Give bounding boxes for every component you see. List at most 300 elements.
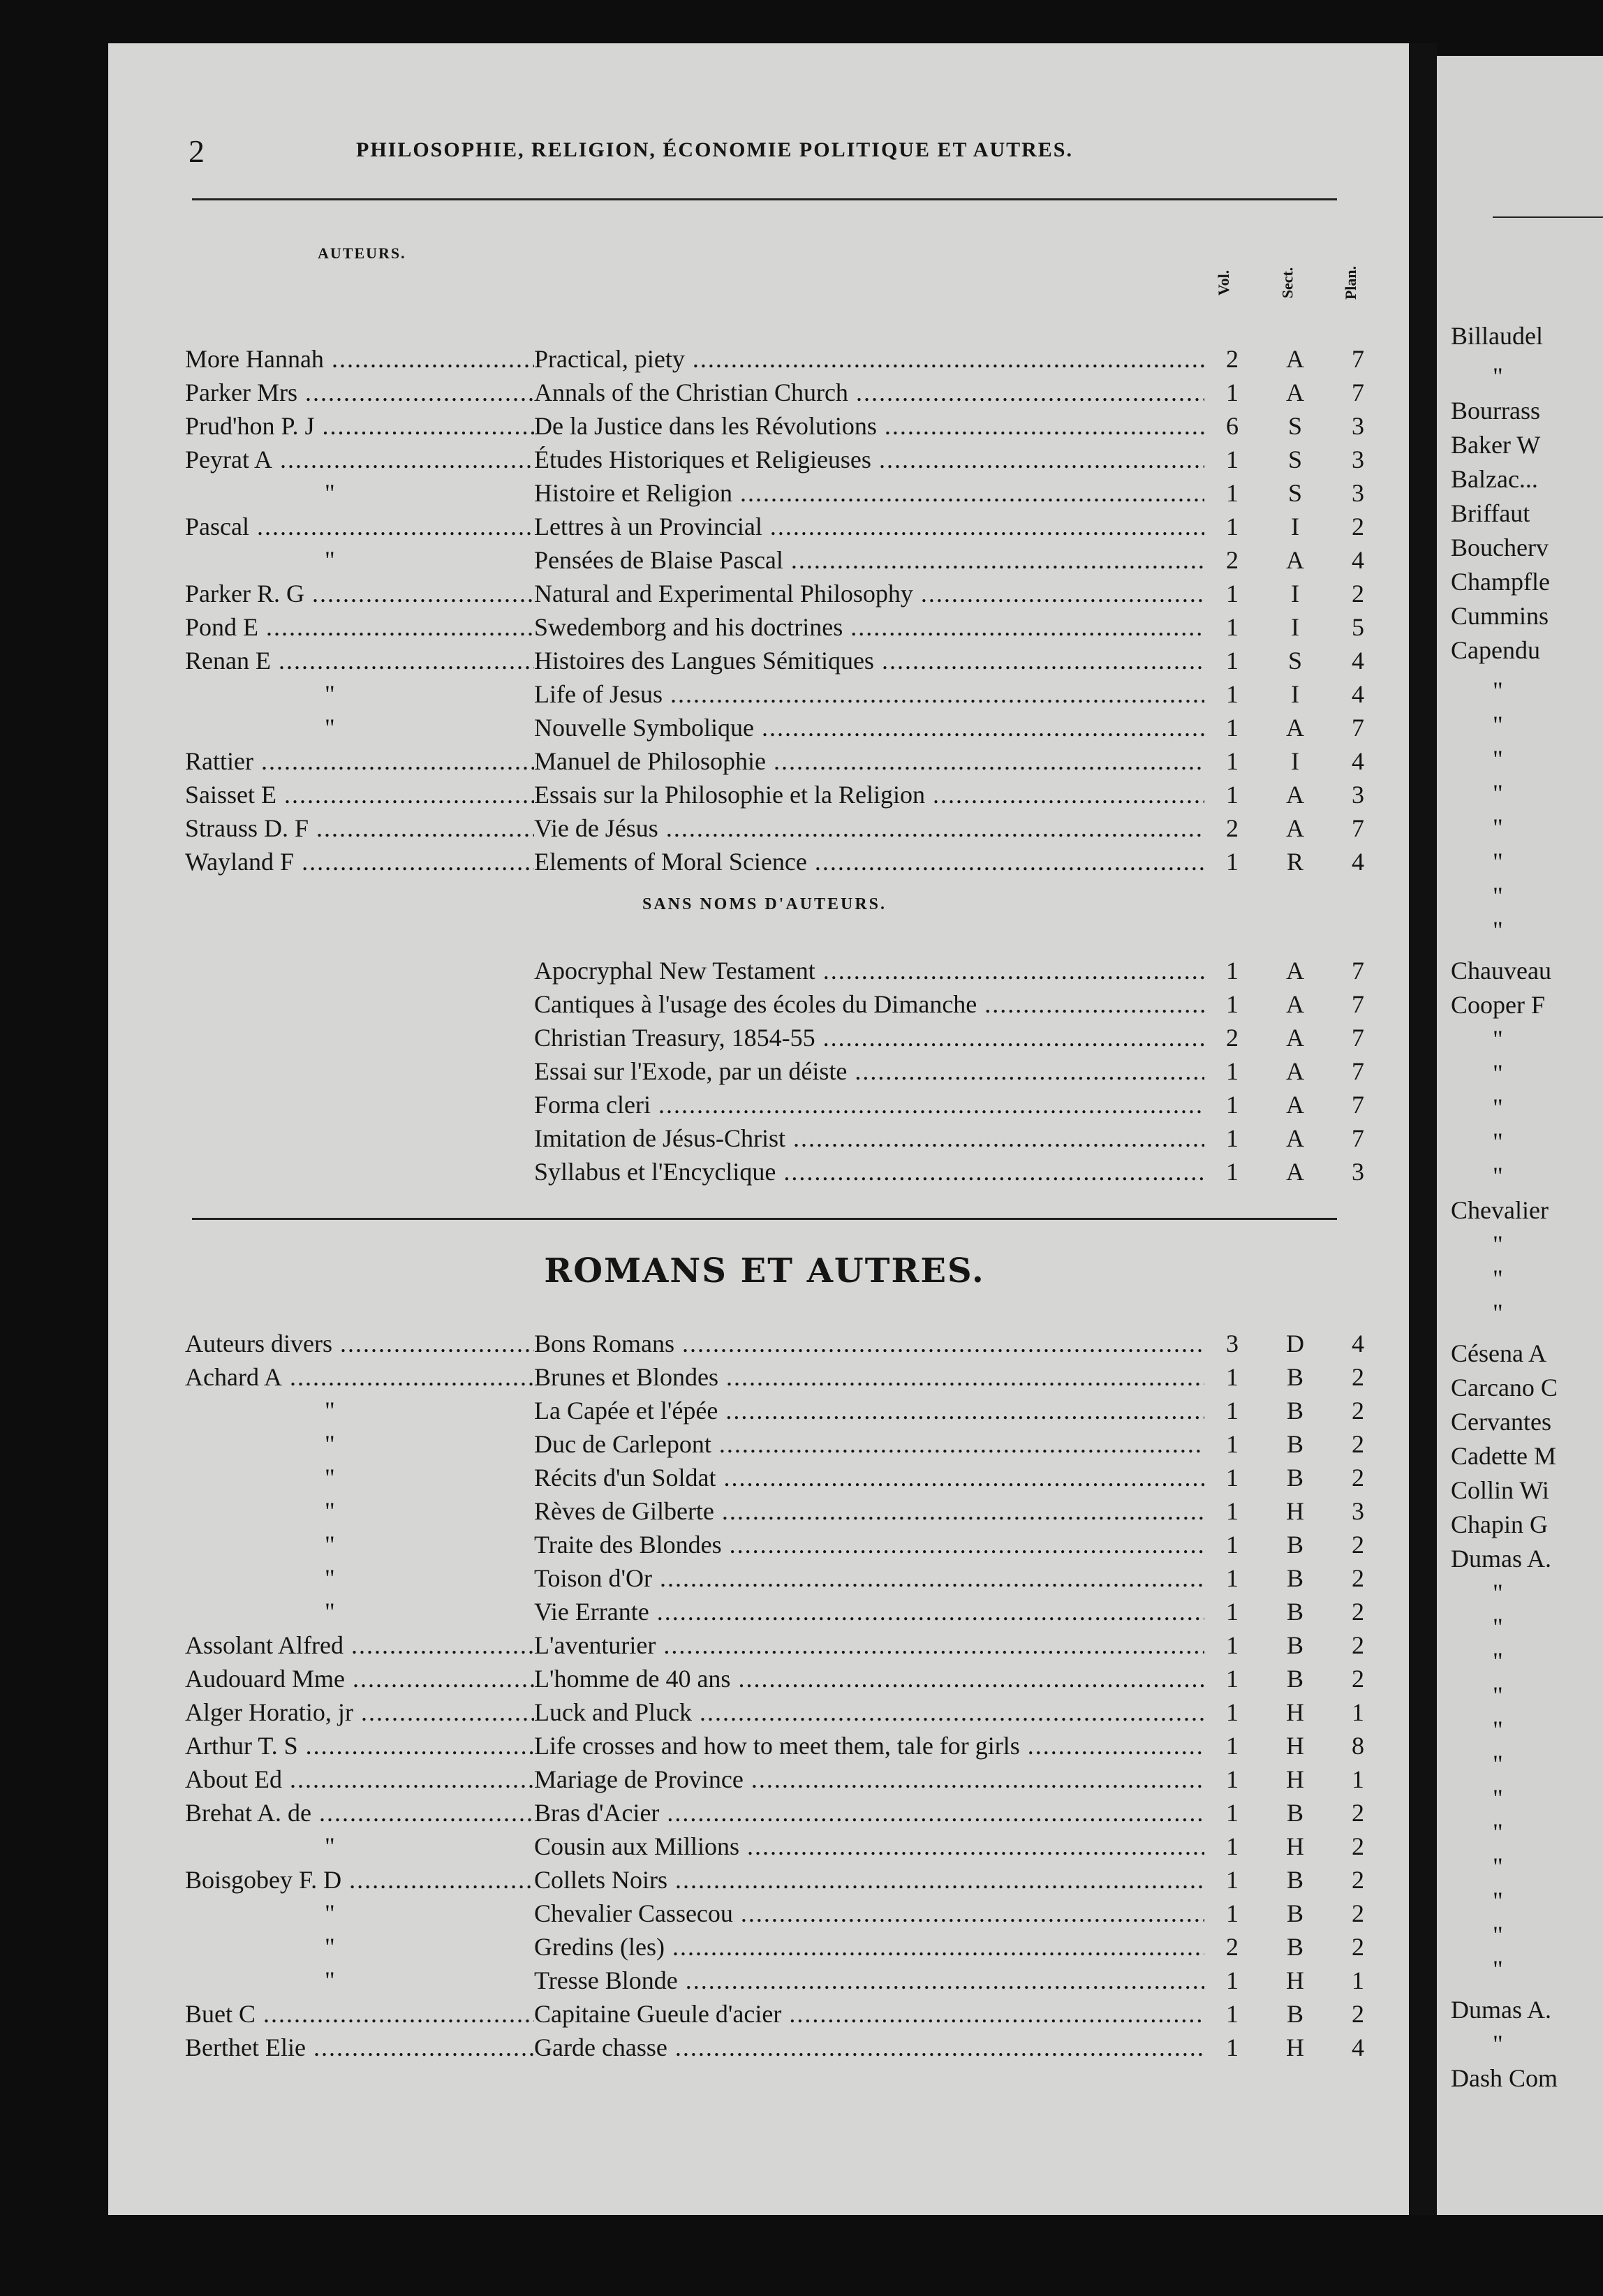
plan-cell: 2	[1352, 1464, 1364, 1492]
author-cell: "	[325, 1598, 335, 1626]
sect-cell: A	[1286, 1091, 1304, 1119]
sect-cell: B	[1286, 1464, 1303, 1492]
sect-column-label: Sect.	[1278, 267, 1297, 299]
author-cell: Brehat A. de .....	[185, 1796, 534, 1830]
sect-cell: A	[1286, 990, 1304, 1018]
plan-cell: 2	[1352, 1866, 1364, 1894]
vol-cell: 2	[1226, 546, 1239, 574]
running-head	[189, 133, 1389, 182]
catalogue-entry	[185, 811, 1414, 845]
title-cell: Luck and Pluck .....	[534, 1695, 1204, 1729]
sect-cell: A	[1286, 814, 1304, 842]
sect-cell: H	[1286, 1832, 1304, 1860]
novel-entries	[185, 1327, 1414, 2064]
catalogue-entry	[185, 1528, 1414, 1561]
plan-cell: 2	[1352, 1564, 1364, 1592]
catalogue-entry	[185, 1796, 1414, 1830]
adjacent-page-fragment: Cervantes	[1451, 1408, 1551, 1436]
vol-cell: 1	[1226, 714, 1239, 742]
title-cell: De la Justice dans les Révolutions .....	[534, 409, 1204, 443]
vol-cell: 1	[1226, 1598, 1239, 1626]
sect-cell: B	[1286, 2000, 1303, 2028]
catalogue-entry	[185, 1897, 1414, 1930]
vol-cell: 3	[1226, 1330, 1239, 1357]
sect-cell: S	[1287, 647, 1303, 675]
sect-cell: A	[1286, 714, 1304, 742]
catalogue-entry	[185, 376, 1414, 409]
author-cell: Audouard Mme .....	[185, 1662, 534, 1695]
plan-cell: 2	[1352, 513, 1364, 540]
vol-cell: 1	[1226, 2033, 1239, 2061]
plan-cell: 1	[1352, 1966, 1364, 1994]
catalogue-entry	[185, 677, 1414, 711]
binding-gutter	[1409, 43, 1437, 2215]
catalogue-entry	[185, 476, 1414, 510]
title-cell: Practical, piety .....	[534, 342, 1204, 376]
sect-cell: B	[1286, 1531, 1303, 1559]
vol-cell: 1	[1226, 1497, 1239, 1525]
vol-cell: 1	[1226, 446, 1239, 473]
author-cell: Berthet Elie .....	[185, 2031, 534, 2064]
adjacent-page-fragment: Cummins	[1451, 602, 1549, 630]
sect-cell: B	[1286, 1397, 1303, 1425]
title-cell: Syllabus et l'Encyclique .....	[534, 1155, 1204, 1189]
vol-cell: 1	[1226, 1124, 1239, 1152]
catalogue-page	[108, 43, 1421, 2215]
catalogue-entry	[185, 1830, 1414, 1863]
catalogue-entry	[185, 1695, 1414, 1729]
catalogue-entry	[185, 644, 1414, 677]
catalogue-entry	[185, 610, 1414, 644]
sect-cell: A	[1286, 345, 1304, 373]
catalogue-entry	[185, 845, 1414, 878]
sect-cell: S	[1287, 479, 1303, 507]
plan-cell: 7	[1352, 1091, 1364, 1119]
adjacent-page-fragment: "	[1493, 2030, 1503, 2058]
vol-column-label: Vol.	[1215, 270, 1233, 296]
author-cell: Parker Mrs .....	[185, 376, 534, 409]
header-rule	[192, 198, 1337, 200]
plan-cell: 3	[1352, 412, 1364, 440]
author-cell: Renan E .....	[185, 644, 534, 677]
catalogue-entry	[185, 1930, 1414, 1964]
author-cell: About Ed .....	[185, 1763, 534, 1796]
catalogue-entry	[185, 1394, 1414, 1427]
adjacent-page-fragment: "	[1493, 882, 1503, 910]
title-cell: Annals of the Christian Church .....	[534, 376, 1204, 409]
title-cell: Études Historiques et Religieuses .....	[534, 443, 1204, 476]
plan-cell: 4	[1352, 848, 1364, 876]
adjacent-page-fragment: "	[1493, 1094, 1503, 1121]
title-cell: Chevalier Cassecou .....	[534, 1897, 1204, 1930]
title-cell: Tresse Blonde .....	[534, 1964, 1204, 1997]
title-cell: Essai sur l'Exode, par un déiste .....	[534, 1054, 1204, 1088]
adjacent-page-fragment: Bourrass	[1451, 397, 1540, 425]
sect-cell: H	[1286, 2033, 1304, 2061]
author-cell: Auteurs divers .....	[185, 1327, 534, 1360]
adjacent-page-fragment: "	[1493, 1955, 1503, 1983]
title-cell: Life of Jesus .....	[534, 677, 1204, 711]
adjacent-page-fragment: "	[1493, 1613, 1503, 1641]
author-cell: "	[325, 680, 335, 708]
adjacent-page-fragment: "	[1493, 745, 1503, 773]
catalogue-entry	[185, 510, 1414, 543]
catalogue-entry	[185, 1360, 1414, 1394]
sect-cell: A	[1286, 378, 1304, 406]
adjacent-page-fragment: Chauveau	[1451, 957, 1551, 985]
vol-cell: 2	[1226, 1024, 1239, 1052]
catalogue-entry	[185, 1327, 1414, 1360]
adjacent-page-fragment: Chevalier	[1451, 1196, 1549, 1224]
vol-cell: 1	[1226, 513, 1239, 540]
title-cell: Mariage de Province .....	[534, 1763, 1204, 1796]
plan-cell: 3	[1352, 781, 1364, 809]
title-cell: Swedemborg and his doctrines .....	[534, 610, 1204, 644]
vol-cell: 1	[1226, 680, 1239, 708]
sect-cell: I	[1291, 680, 1299, 708]
title-cell: Collets Noirs .....	[534, 1863, 1204, 1897]
vol-cell: 1	[1226, 1363, 1239, 1391]
title-cell: Histoire et Religion .....	[534, 476, 1204, 510]
title-cell: Bras d'Acier .....	[534, 1796, 1204, 1830]
title-cell: Nouvelle Symbolique .....	[534, 711, 1204, 744]
catalogue-entry	[185, 744, 1414, 778]
catalogue-entry	[185, 543, 1414, 577]
author-cell: Achard A .....	[185, 1360, 534, 1394]
adjacent-page-fragment: "	[1493, 362, 1503, 390]
title-cell: Vie Errante .....	[534, 1595, 1204, 1628]
sect-cell: S	[1287, 412, 1303, 440]
catalogue-entry	[185, 1494, 1414, 1528]
catalogue-entry	[185, 409, 1414, 443]
vol-cell: 1	[1226, 1832, 1239, 1860]
adjacent-page-fragment: "	[1493, 848, 1503, 876]
vol-cell: 1	[1226, 848, 1239, 876]
adjacent-page-fragment: Cadette M	[1451, 1442, 1556, 1470]
sect-cell: B	[1286, 1430, 1303, 1458]
adjacent-page-fragment: "	[1493, 779, 1503, 807]
adjacent-page-fragment: Carcano C	[1451, 1374, 1558, 1401]
author-cell: Buet C .....	[185, 1997, 534, 2031]
catalogue-entry	[185, 1054, 1414, 1088]
sect-cell: B	[1286, 1363, 1303, 1391]
plan-cell: 5	[1352, 613, 1364, 641]
plan-cell: 3	[1352, 1497, 1364, 1525]
adjacent-page-fragment: Baker W	[1451, 431, 1541, 459]
title-cell: Bons Romans .....	[534, 1327, 1204, 1360]
adjacent-page-fragment: Dash Com	[1451, 2064, 1558, 2092]
vol-cell: 1	[1226, 1057, 1239, 1085]
vol-cell: 1	[1226, 1631, 1239, 1659]
sect-cell: A	[1286, 1024, 1304, 1052]
author-cell: Rattier .....	[185, 744, 534, 778]
sect-cell: H	[1286, 1966, 1304, 1994]
vol-cell: 1	[1226, 1799, 1239, 1827]
title-cell: Traite des Blondes .....	[534, 1528, 1204, 1561]
plan-cell: 2	[1352, 1430, 1364, 1458]
plan-cell: 4	[1352, 747, 1364, 775]
catalogue-entry	[185, 1628, 1414, 1662]
plan-cell: 2	[1352, 1832, 1364, 1860]
author-cell: "	[325, 1531, 335, 1559]
plan-cell: 3	[1352, 479, 1364, 507]
plan-cell: 2	[1352, 1631, 1364, 1659]
adjacent-page-fragment: Balzac...	[1451, 465, 1538, 493]
sect-cell: B	[1286, 1933, 1303, 1961]
vol-cell: 1	[1226, 1665, 1239, 1693]
adjacent-page-fragment: "	[1493, 1025, 1503, 1053]
plan-cell: 3	[1352, 1158, 1364, 1186]
adjacent-page-fragment: "	[1493, 1162, 1503, 1190]
adjacent-page-fragment: Billaudel	[1451, 322, 1543, 350]
catalogue-entry	[185, 1427, 1414, 1461]
title-cell: Gredins (les) .....	[534, 1930, 1204, 1964]
vol-cell: 1	[1226, 781, 1239, 809]
sect-cell: B	[1286, 1799, 1303, 1827]
author-cell: Saisset E .....	[185, 778, 534, 811]
adjacent-page-rule	[1493, 216, 1603, 218]
author-cell: Prud'hon P. J .....	[185, 409, 534, 443]
vol-cell: 1	[1226, 1464, 1239, 1492]
adjacent-page-fragment: Briffaut	[1451, 499, 1530, 527]
plan-cell: 2	[1352, 1799, 1364, 1827]
catalogue-entry	[185, 954, 1414, 987]
adjacent-page-edge	[1437, 56, 1603, 2215]
catalogue-entry	[185, 1088, 1414, 1121]
title-cell: Cousin aux Millions .....	[534, 1830, 1204, 1863]
title-cell: Apocryphal New Testament .....	[534, 954, 1204, 987]
anonymous-entries	[185, 954, 1414, 1189]
plan-cell: 1	[1352, 1765, 1364, 1793]
vol-cell: 1	[1226, 1866, 1239, 1894]
catalogue-entry	[185, 1964, 1414, 1997]
sect-cell: D	[1286, 1330, 1304, 1357]
adjacent-page-fragment: "	[1493, 1128, 1503, 1156]
adjacent-page-fragment: Chapin G	[1451, 1510, 1548, 1538]
sect-cell: A	[1286, 546, 1304, 574]
sect-cell: I	[1291, 513, 1299, 540]
adjacent-page-fragment: Capendu	[1451, 636, 1540, 664]
adjacent-page-fragment: "	[1493, 1716, 1503, 1744]
author-cell: "	[325, 714, 335, 742]
catalogue-entry	[185, 987, 1414, 1021]
plan-cell: 7	[1352, 1024, 1364, 1052]
sect-cell: H	[1286, 1732, 1304, 1760]
author-cell: "	[325, 1899, 335, 1927]
author-cell: Pascal .....	[185, 510, 534, 543]
plan-cell: 4	[1352, 647, 1364, 675]
page-number: 2	[189, 133, 205, 169]
plan-cell: 8	[1352, 1732, 1364, 1760]
vol-cell: 1	[1226, 1158, 1239, 1186]
author-cell: More Hannah .....	[185, 342, 534, 376]
title-cell: Christian Treasury, 1854-55 .....	[534, 1021, 1204, 1054]
plan-cell: 2	[1352, 1531, 1364, 1559]
plan-cell: 7	[1352, 1124, 1364, 1152]
vol-cell: 1	[1226, 990, 1239, 1018]
vol-cell: 2	[1226, 1933, 1239, 1961]
sect-cell: A	[1286, 1124, 1304, 1152]
section-heading-novels: ROMANS ET AUTRES.	[544, 1251, 985, 1290]
title-cell: Life crosses and how to meet them, tale for girls .....	[534, 1729, 1204, 1763]
sect-cell: I	[1291, 580, 1299, 608]
catalogue-entry	[185, 1997, 1414, 2031]
adjacent-page-fragment: "	[1493, 1887, 1503, 1915]
catalogue-entry	[185, 778, 1414, 811]
sect-cell: R	[1286, 848, 1303, 876]
section-rule	[192, 1218, 1337, 1220]
author-cell: "	[325, 1966, 335, 1994]
vol-cell: 1	[1226, 479, 1239, 507]
title-cell: Duc de Carlepont .....	[534, 1427, 1204, 1461]
vol-cell: 1	[1226, 1966, 1239, 1994]
sect-cell: B	[1286, 1631, 1303, 1659]
catalogue-entry	[185, 577, 1414, 610]
vol-cell: 2	[1226, 345, 1239, 373]
adjacent-page-fragment: "	[1493, 1784, 1503, 1812]
author-cell: Strauss D. F .....	[185, 811, 534, 845]
catalogue-entry	[185, 443, 1414, 476]
adjacent-page-fragment: Champfle	[1451, 568, 1550, 596]
plan-cell: 7	[1352, 345, 1364, 373]
adjacent-page-fragment: "	[1493, 1230, 1503, 1258]
title-cell: Rèves de Gilberte .....	[534, 1494, 1204, 1528]
title-cell: Manuel de Philosophie .....	[534, 744, 1204, 778]
adjacent-page-fragment: "	[1493, 814, 1503, 841]
plan-cell: 3	[1352, 446, 1364, 473]
author-cell: "	[325, 1933, 335, 1961]
plan-cell: 1	[1352, 1698, 1364, 1726]
author-cell: "	[325, 1564, 335, 1592]
sect-cell: S	[1287, 446, 1303, 473]
adjacent-page-fragment: Dumas A.	[1451, 1545, 1551, 1573]
plan-cell: 7	[1352, 714, 1364, 742]
adjacent-page-fragment: Collin Wi	[1451, 1476, 1549, 1504]
catalogue-entry	[185, 711, 1414, 744]
vol-cell: 2	[1226, 814, 1239, 842]
vol-cell: 1	[1226, 1732, 1239, 1760]
author-cell: "	[325, 1832, 335, 1860]
sect-cell: I	[1291, 747, 1299, 775]
adjacent-page-fragment: "	[1493, 711, 1503, 739]
title-cell: L'homme de 40 ans .....	[534, 1662, 1204, 1695]
catalogue-entry	[185, 1863, 1414, 1897]
title-cell: Récits d'un Soldat .....	[534, 1461, 1204, 1494]
author-cell: Parker R. G .....	[185, 577, 534, 610]
sect-cell: H	[1286, 1497, 1304, 1525]
author-cell: "	[325, 1430, 335, 1458]
title-cell: L'aventurier .....	[534, 1628, 1204, 1662]
vol-cell: 1	[1226, 647, 1239, 675]
page-title: PHILOSOPHIE, RELIGION, ÉCONOMIE POLITIQUE ET AUTRES.	[356, 138, 1073, 161]
catalogue-entry	[185, 1662, 1414, 1695]
plan-cell: 2	[1352, 1933, 1364, 1961]
adjacent-page-fragment: "	[1493, 1647, 1503, 1675]
vol-cell: 1	[1226, 747, 1239, 775]
sect-cell: B	[1286, 1866, 1303, 1894]
title-cell: Essais sur la Philosophie et la Religion .....	[534, 778, 1204, 811]
plan-cell: 4	[1352, 1330, 1364, 1357]
philosophy-entries	[185, 342, 1414, 878]
plan-cell: 2	[1352, 1665, 1364, 1693]
sect-cell: B	[1286, 1598, 1303, 1626]
vol-cell: 1	[1226, 2000, 1239, 2028]
plan-column-label: Plan.	[1342, 265, 1360, 300]
catalogue-entry	[185, 1121, 1414, 1155]
catalogue-entry	[185, 1461, 1414, 1494]
vol-cell: 1	[1226, 1091, 1239, 1119]
plan-cell: 7	[1352, 378, 1364, 406]
vol-cell: 1	[1226, 1899, 1239, 1927]
title-cell: Histoires des Langues Sémitiques .....	[534, 644, 1204, 677]
vol-cell: 1	[1226, 957, 1239, 985]
catalogue-entry	[185, 1595, 1414, 1628]
vol-cell: 1	[1226, 1397, 1239, 1425]
vol-cell: 1	[1226, 580, 1239, 608]
plan-cell: 2	[1352, 1363, 1364, 1391]
title-cell: Imitation de Jésus-Christ .....	[534, 1121, 1204, 1155]
author-cell: "	[325, 546, 335, 574]
title-cell: Capitaine Gueule d'acier .....	[534, 1997, 1204, 2031]
plan-cell: 2	[1352, 580, 1364, 608]
vol-cell: 1	[1226, 378, 1239, 406]
author-cell: "	[325, 1497, 335, 1525]
title-cell: La Capée et l'épée .....	[534, 1394, 1204, 1427]
adjacent-page-fragment: "	[1493, 1750, 1503, 1778]
plan-cell: 4	[1352, 2033, 1364, 2061]
adjacent-page-fragment: "	[1493, 1299, 1503, 1327]
author-cell: Pond E .....	[185, 610, 534, 644]
adjacent-page-fragment: Dumas A.	[1451, 1996, 1551, 2024]
section-heading-anonymous: SANS NOMS D'AUTEURS.	[642, 895, 887, 913]
catalogue-entry	[185, 1729, 1414, 1763]
sect-cell: A	[1286, 781, 1304, 809]
adjacent-page-fragment: "	[1493, 1681, 1503, 1709]
plan-cell: 2	[1352, 2000, 1364, 2028]
author-cell: Assolant Alfred .....	[185, 1628, 534, 1662]
plan-cell: 2	[1352, 1397, 1364, 1425]
title-cell: Garde chasse .....	[534, 2031, 1204, 2064]
plan-cell: 4	[1352, 680, 1364, 708]
title-cell: Natural and Experimental Philosophy .....	[534, 577, 1204, 610]
catalogue-entry	[185, 1763, 1414, 1796]
plan-cell: 7	[1352, 814, 1364, 842]
title-cell: Vie de Jésus .....	[534, 811, 1204, 845]
title-cell: Lettres à un Provincial .....	[534, 510, 1204, 543]
sect-cell: A	[1286, 1057, 1304, 1085]
sect-cell: B	[1286, 1899, 1303, 1927]
adjacent-page-fragment: Cooper F	[1451, 991, 1545, 1019]
author-cell: Peyrat A .....	[185, 443, 534, 476]
vol-cell: 1	[1226, 1564, 1239, 1592]
author-cell: "	[325, 1464, 335, 1492]
author-cell: Arthur T. S .....	[185, 1729, 534, 1763]
adjacent-page-fragment: Césena A	[1451, 1339, 1546, 1367]
vol-cell: 1	[1226, 1430, 1239, 1458]
catalogue-entry	[185, 1561, 1414, 1595]
author-cell: Wayland F .....	[185, 845, 534, 878]
vol-cell: 6	[1226, 412, 1239, 440]
adjacent-page-fragment: "	[1493, 1818, 1503, 1846]
author-cell: "	[325, 479, 335, 507]
catalogue-entry	[185, 342, 1414, 376]
title-cell: Forma cleri .....	[534, 1088, 1204, 1121]
sect-cell: I	[1291, 613, 1299, 641]
adjacent-page-fragment: "	[1493, 1059, 1503, 1087]
adjacent-page-fragment: "	[1493, 1579, 1503, 1607]
catalogue-entry	[185, 1155, 1414, 1189]
catalogue-entry	[185, 1021, 1414, 1054]
